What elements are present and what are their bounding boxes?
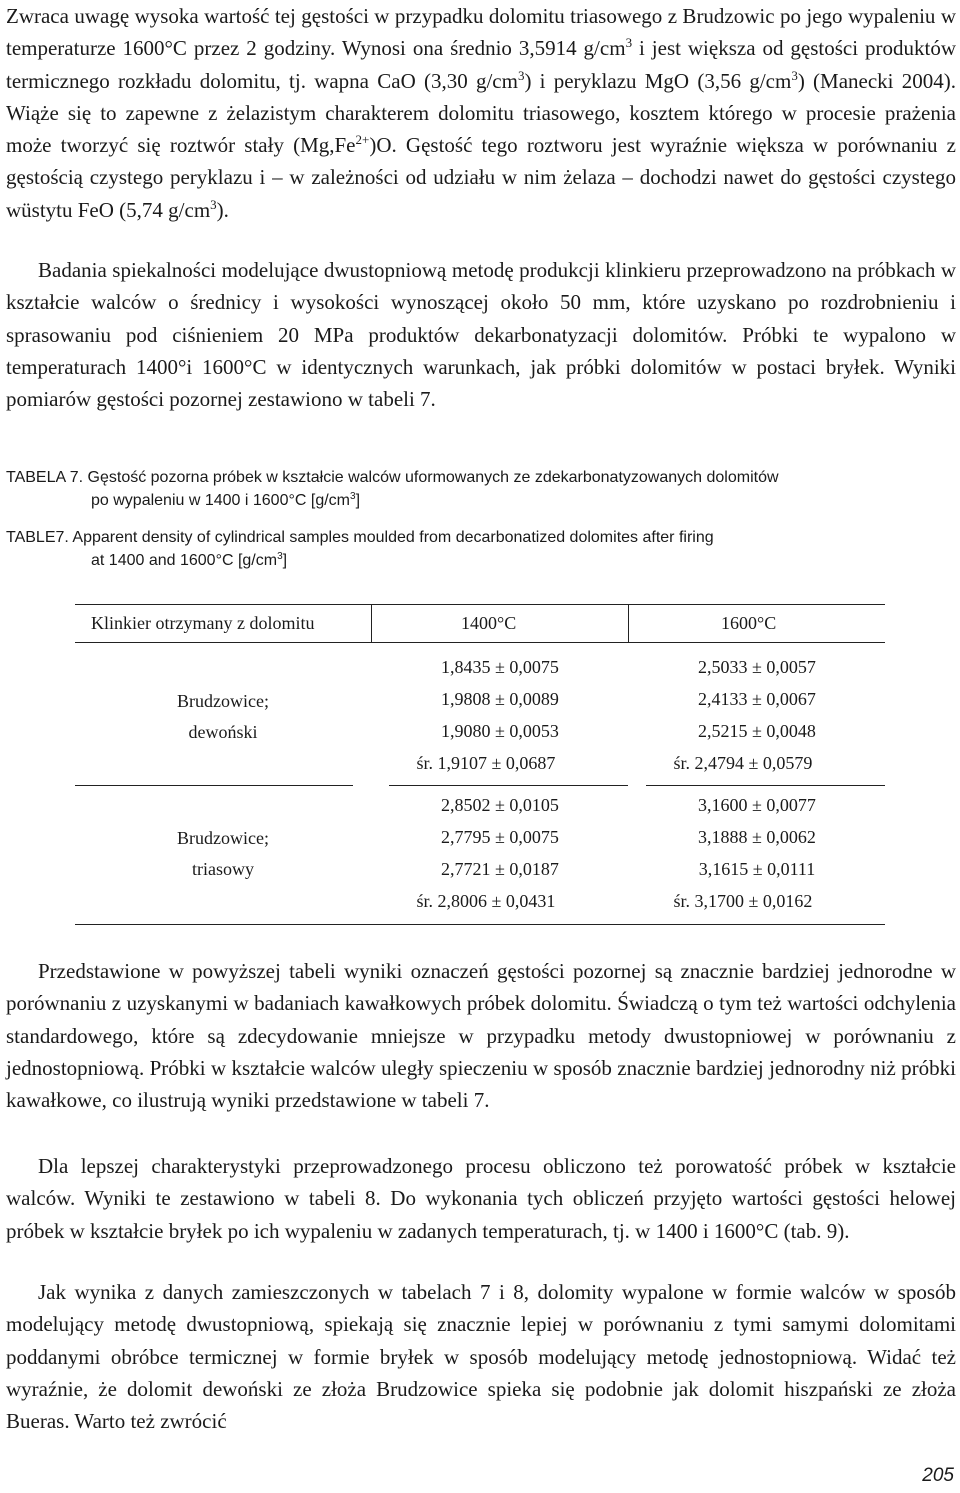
group-devonian-1400	[371, 651, 629, 779]
group-rule-mid	[389, 785, 628, 786]
value-cell: 2,8502 ± 0,0105	[441, 795, 559, 815]
header-1600: 1600°C	[721, 613, 777, 633]
group-label-devonian: Brudzowice; dewoński	[177, 691, 269, 742]
group-rule-right	[646, 785, 885, 786]
table-caption-en: TABLE7. Apparent density of cylindrical samples moulded from decarbonatized dolomites after firing at 1400 and 1600°C $[g/cm^3]$	[6, 529, 714, 569]
header-divider-1	[371, 605, 372, 642]
paragraph-5: Jak wynika z danych zamieszczonych w tabelach 7 i 8, dolomity wypalone w formie walców w sposób modelujący metodę dwustopniową, spiekają się znacznie lepiej w porównaniu z tymi samymi dolomitami poddanymi obróbce termicznej w formie bryłek w sposób modelujący metodę jednostopniową. Widać też wyraźnie, że dolomit dewoński ze złoża Brudzowice spieka się podobnie jak dolomit hiszpański ze złoża Bueras. Warto też zwrócić	[6, 1280, 956, 1434]
header-divider-2	[628, 605, 629, 642]
page-number: 205	[922, 1465, 954, 1486]
header-rule	[75, 642, 885, 643]
mean-cell: śr. 3,1700 ± 0,0162	[673, 891, 813, 911]
value-cell: 2,4133 ± 0,0067	[698, 689, 816, 709]
paragraph-4: Dla lepszej charakterystyki przeprowadzonego procesu obliczono też porowatość próbek w kształcie walców. Wyniki te zestawiono w tabeli 8. Do wykonania tych obliczeń przyjęto wartości gęstości helowej próbek w kształcie bryłek po ich wypaleniu w zadanych temperaturach, tj. w 1400 i 1600°C (tab. 9).	[6, 1154, 956, 1243]
group-triassic-1600	[628, 789, 886, 917]
group-label-triassic: Brudzowice; triasowy	[177, 828, 269, 879]
value-cell: 2,5033 ± 0,0057	[698, 657, 816, 677]
value-cell: 1,9808 ± 0,0089	[441, 689, 559, 709]
value-cell: 3,1600 ± 0,0077	[698, 795, 816, 815]
value-cell: 3,1888 ± 0,0062	[698, 827, 816, 847]
mean-cell: śr. 2,8006 ± 0,0431	[416, 891, 556, 911]
group-devonian-1600	[628, 651, 886, 779]
header-1400: 1400°C	[461, 613, 517, 633]
group-triassic-1400	[371, 789, 629, 917]
header-clinker: Klinkier otrzymany z dolomitu	[91, 613, 315, 633]
mean-cell: śr. 2,4794 ± 0,0579	[673, 753, 813, 773]
paragraph-3: Przedstawione w powyższej tabeli wyniki oznaczeń gęstości pozornej są znacznie bardziej jednorodne w porównaniu z uzyskanymi w badaniach kawałkowych próbek dolomitu. Świadczą o tym też wartości odchylenia standardowego, które są zdecydowanie mniejsze w przypadku metody dwustopniowej w porównaniu z jednostopniową. Próbki w kształcie walców uległy spieczeniu w sposób znacznie bardziej jednorodny niż próbki kawałkowe, co ilustrują wyniki przedstawione w tabeli 7.	[6, 959, 956, 1113]
value-cell: 1,8435 ± 0,0075	[441, 657, 559, 677]
group-rule-left	[75, 785, 353, 786]
paragraph-2: Badania spiekalności modelujące dwustopniową metodę produkcji klinkieru przeprowadzono na próbkach w kształcie walców o średnicy i wysokości wynoszącej około 50 mm, które uzyskano po rozdrobnieniu i sprasowaniu pod ciśnieniem 20 MPa produktów dekarbonatyzacji dolomitów. Próbki te wypalono w temperaturach 1400°i 1600°C w identycznych warunkach, jak próbki dolomitów w postaci bryłek. Wyniki pomiarów gęstości pozornej zestawiono w tabeli 7.	[6, 258, 956, 412]
table-caption-pl: TABELA 7. Gęstość pozorna próbek w kształcie walców uformowanych ze zdekarbonatyzowanych dolomitów po wypaleniu w 1400 i 1600°C $[g/cm^3]$	[6, 469, 779, 509]
paragraph-1: Zwraca uwagę wysoka wartość tej gęstości w przypadku dolomitu triasowego z Brudzowic po jego wypaleniu w temperaturze 1600°C przez 2 godziny. Wynosi ona średnio 3,5914 $g/cm^3$ i jest większa od gęstości produktów termicznego rozkładu dolomitu, tj. wapna CaO (3,30 $g/cm^3$) i peryklazu MgO (3,56 $g/cm^3$) (Manecki 2004). Wiąże się to zapewne z żelazistym charakterem dolomitu triasowego, kosztem którego w procesie prażenia może tworzyć się roztwór stały $(Mg,Fe^{2+})O$. Gęstość tego roztworu jest wyraźnie większa w porównaniu z gęstością czystego peryklazu i – w zależności od udziału w nim żelaza – dochodzi nawet do gęstości czystego wüstytu FeO (5,74 $g/cm^3$).	[6, 4, 956, 222]
value-cell: 2,5215 ± 0,0048	[698, 721, 816, 741]
value-cell: 2,7721 ± 0,0187	[441, 859, 559, 879]
mean-cell: śr. 1,9107 ± 0,0687	[416, 753, 556, 773]
density-table	[75, 604, 885, 925]
value-cell: 2,7795 ± 0,0075	[441, 827, 559, 847]
value-cell: 3,1615 ± 0,0111	[698, 859, 816, 879]
value-cell: 1,9080 ± 0,0053	[441, 721, 559, 741]
